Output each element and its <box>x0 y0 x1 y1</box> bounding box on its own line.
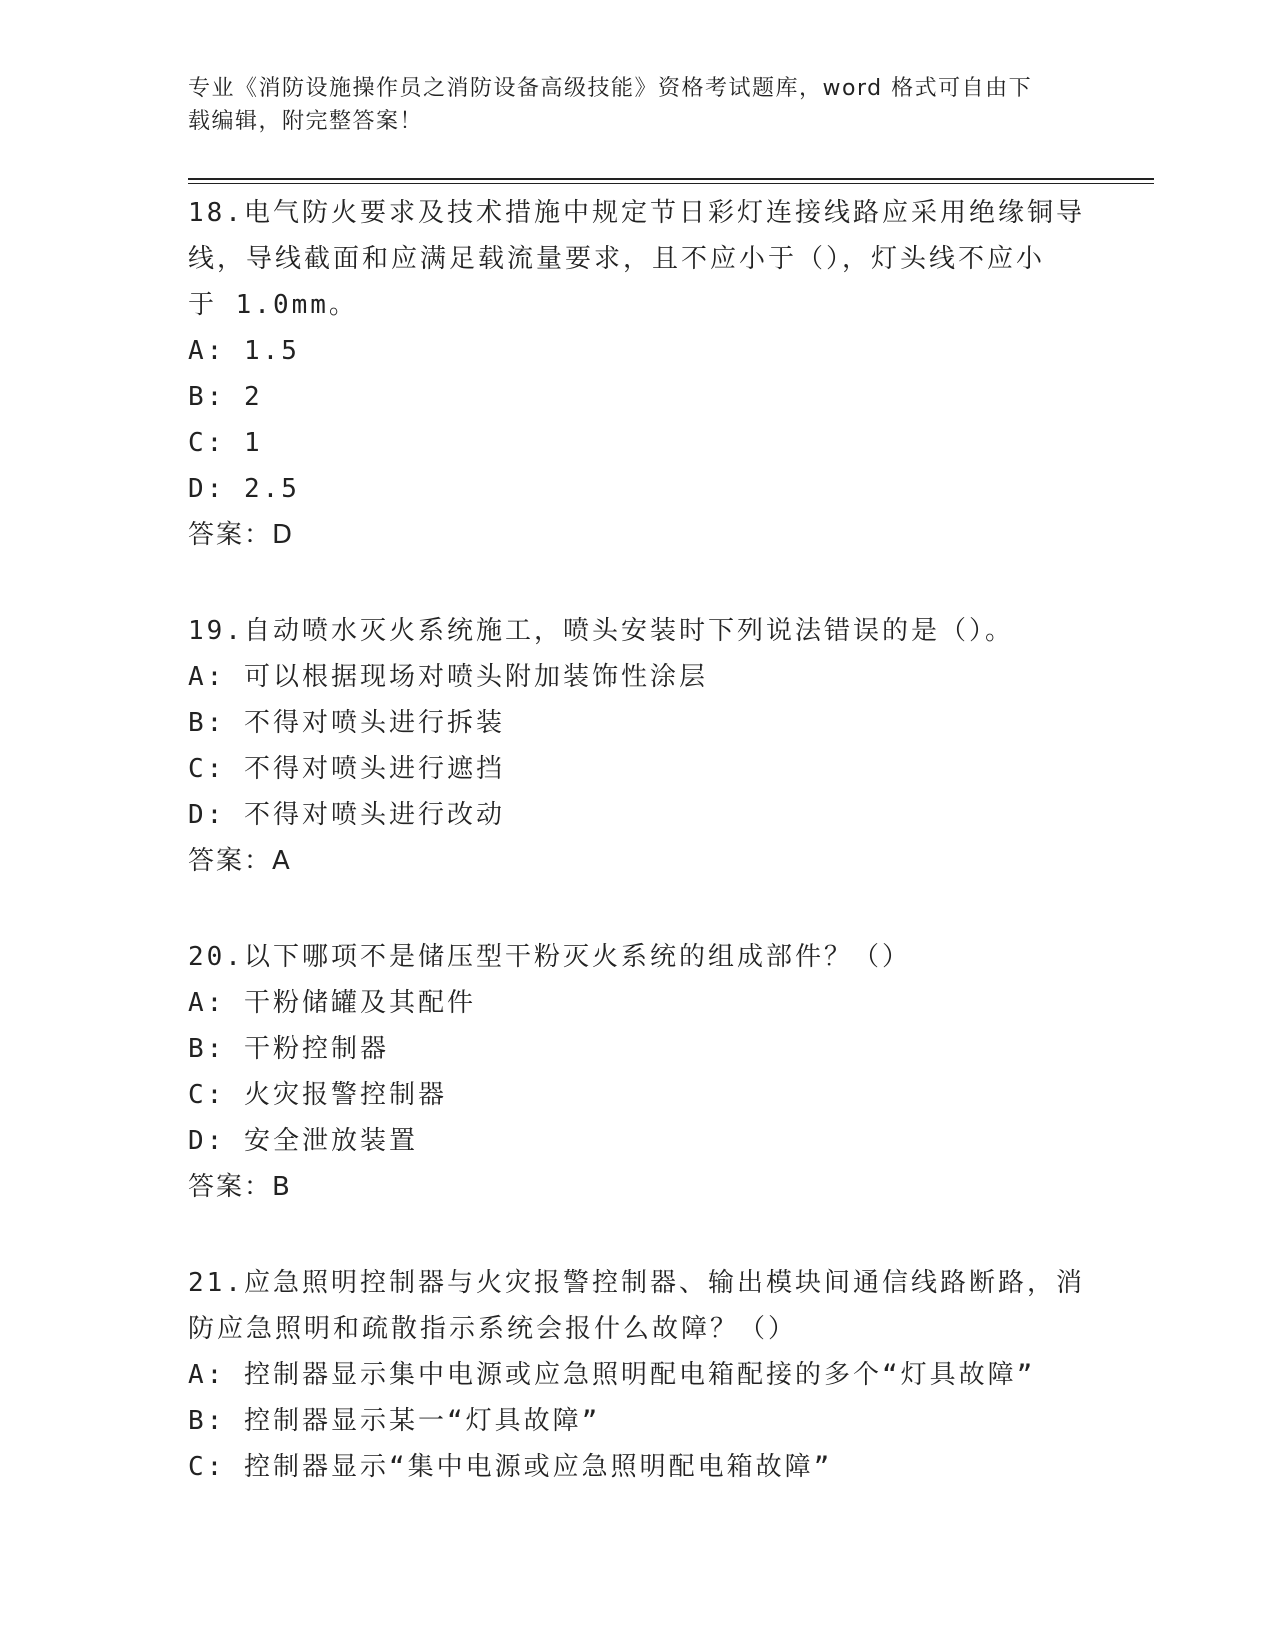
question-18 <box>188 190 1088 558</box>
option-b: B: 控制器显示某一“灯具故障” <box>188 1406 601 1436</box>
answer: 答案：A <box>188 846 292 876</box>
header-line: 专业《消防设施操作员之消防设备高级技能》资格考试题库，word 格式可自由下 <box>188 76 1033 101</box>
question-line: 20.以下哪项不是储压型干粉灭火系统的组成部件？（） <box>188 942 911 972</box>
option-b: B: 不得对喷头进行拆装 <box>188 708 505 738</box>
question-line: 21.应急照明控制器与火灾报警控制器、输出模块间通信线路断路，消 <box>188 1268 1085 1298</box>
option-a: A: 可以根据现场对喷头附加装饰性涂层 <box>188 662 708 692</box>
question-list <box>188 190 1088 1540</box>
option-c: C: 不得对喷头进行遮挡 <box>188 754 505 784</box>
answer: 答案：D <box>188 520 295 550</box>
question-line: 18.电气防火要求及技术措施中规定节日彩灯连接线路应采用绝缘铜导 <box>188 198 1085 228</box>
option-d: D: 2.5 <box>188 474 300 504</box>
question-line: 于 1.0mm。 <box>188 290 358 320</box>
question-19 <box>188 608 1088 884</box>
header-divider-thin <box>188 183 1154 184</box>
question-21 <box>188 1260 1088 1490</box>
document-header <box>188 72 1068 138</box>
header-line: 载编辑，附完整答案！ <box>188 109 424 134</box>
answer: 答案：B <box>188 1172 292 1202</box>
option-b: B: 2 <box>188 382 263 412</box>
option-b: B: 干粉控制器 <box>188 1034 389 1064</box>
question-20 <box>188 934 1088 1210</box>
option-c: C: 1 <box>188 428 263 458</box>
option-a: A: 干粉储罐及其配件 <box>188 988 476 1018</box>
option-d: D: 安全泄放装置 <box>188 1126 418 1156</box>
question-line: 线，导线截面和应满足载流量要求，且不应小于（），灯头线不应小 <box>188 244 1046 274</box>
option-c: C: 火灾报警控制器 <box>188 1080 447 1110</box>
header-divider-thick <box>188 178 1154 180</box>
option-a: A: 控制器显示集中电源或应急照明配电箱配接的多个“灯具故障” <box>188 1360 1036 1390</box>
question-line: 防应急照明和疏散指示系统会报什么故障？（） <box>188 1314 798 1344</box>
option-a: A: 1.5 <box>188 336 300 366</box>
option-c: C: 控制器显示“集中电源或应急照明配电箱故障” <box>188 1452 833 1482</box>
question-line: 19.自动喷水灭火系统施工，喷头安装时下列说法错误的是（）。 <box>188 616 1014 646</box>
option-d: D: 不得对喷头进行改动 <box>188 800 505 830</box>
